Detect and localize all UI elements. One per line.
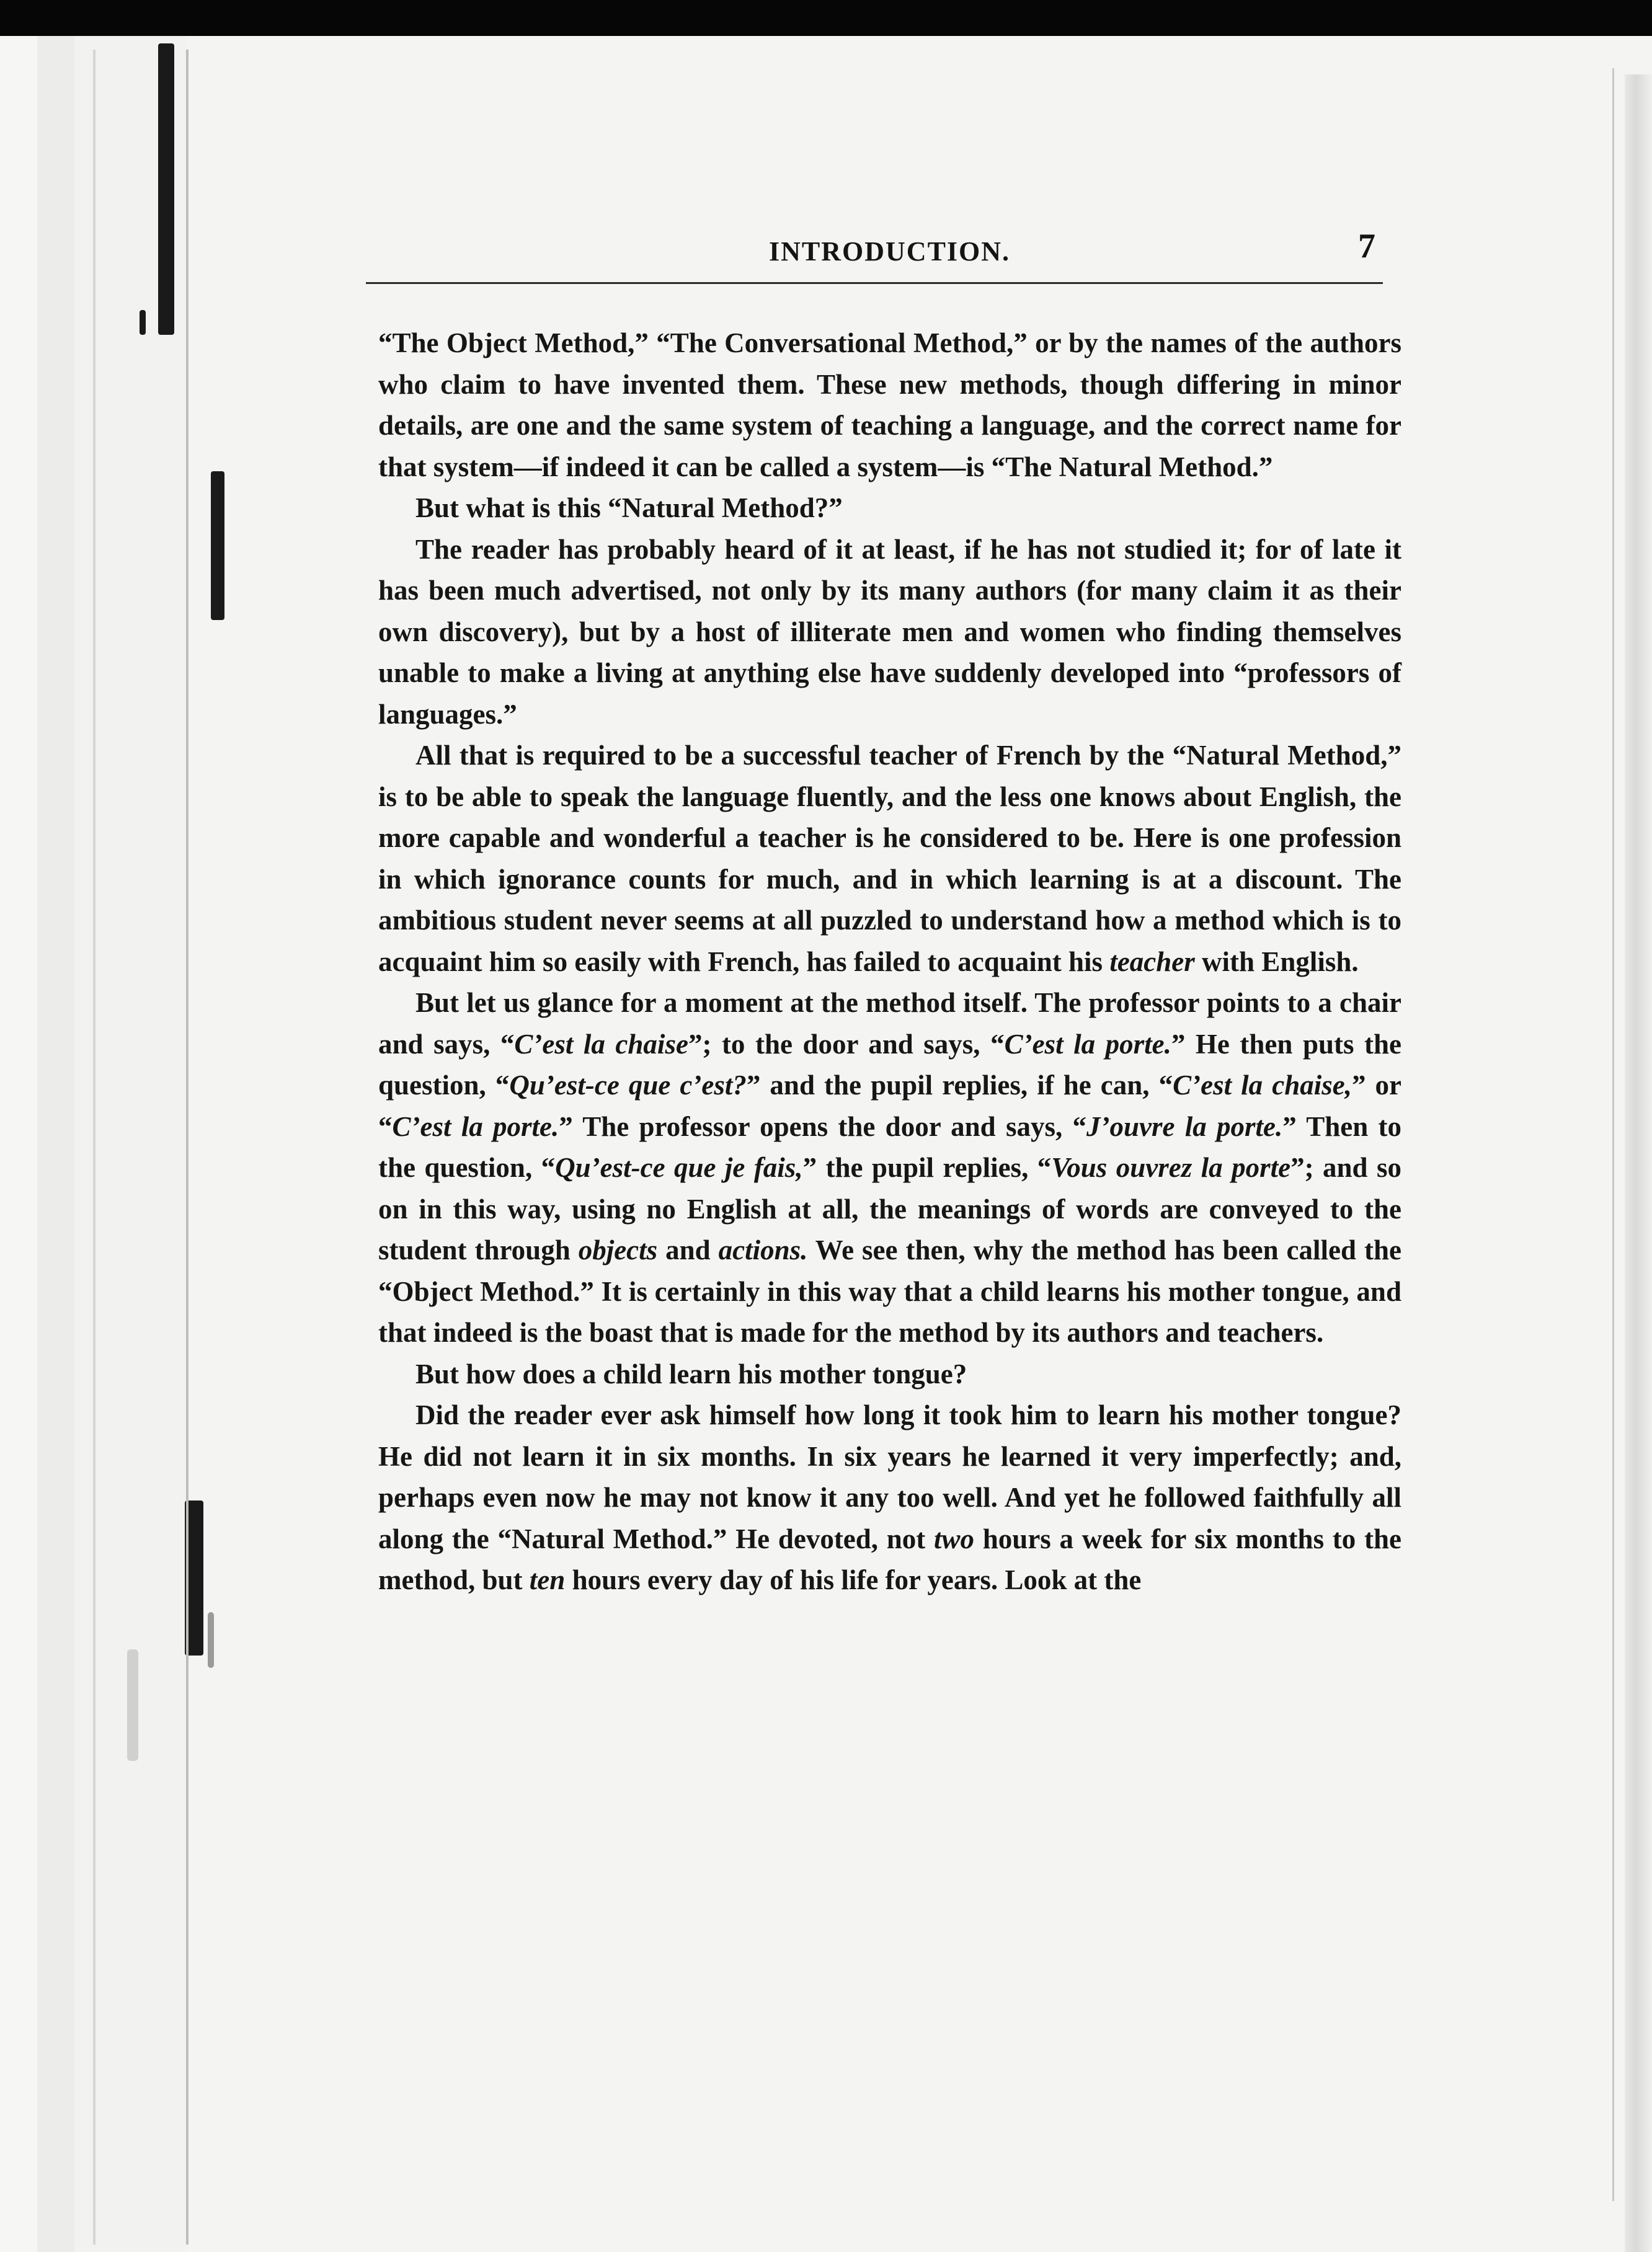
paragraph-1: “The Object Method,” “The Conversational Method,” or by the names of the authors who claim to have invented them. These new methods, though differing in minor details, are one and the same system of teaching a language, and the correct name for that system—if indeed it can be called a system—is “The Natural Method.” [378, 327, 1401, 482]
page-number: 7 [1358, 227, 1375, 265]
binding-fold-line [186, 50, 189, 2245]
paragraph-7: Did the reader ever ask himself how long it took him to learn his mother tongue? He did not learn it in six months. In six years he learned it very imperfectly; and, perhaps even now he may not know it any too well. And yet he followed faithfully all along the “Natural Method.” He devoted, not two hours a week for six months to the method, but ten hours every day of his life for years. Look at the [378, 1399, 1401, 1595]
paragraph-5: But let us glance for a moment at the method itself. The professor points to a chair and says, “C’est la chaise”; to the door and says, “C’est la porte.” He then puts the question, “Qu’est-ce que c’est?” and the pupil replies, if he can, “C’est la chaise,” or “C’est la porte.” The professor opens the door and says, “J’ouvre la porte.” Then to the question, “Qu’est-ce que je fais,” the pupil replies, “Vous ouvrez la porte”; and so on in this way, using no English at all, the meanings of words are conveyed to the student through objects and actions. We see then, why the method has been called the “Object Method.” It is certainly in this way that a child learns his mother tongue, and that indeed is the boast that is made for the method by its authors and teachers. [378, 987, 1402, 1348]
header-rule [366, 282, 1383, 284]
binding-tear-mark [140, 310, 146, 335]
binding-margin [0, 0, 74, 2252]
paragraph-6: But how does a child learn his mother tongue? [415, 1358, 967, 1390]
page-right-edge-shadow [1625, 74, 1652, 2252]
scan-top-border [0, 0, 1652, 36]
running-head: INTRODUCTION. [769, 236, 1011, 267]
paragraph-2: But what is this “Natural Method?” [415, 492, 843, 523]
binding-tear-mark [127, 1649, 138, 1761]
binding-tear-mark [208, 1612, 214, 1668]
paragraph-3: The reader has probably heard of it at least, if he has not studied it; for of late it has been much advertised, not only by its many authors (for many claim it as their own discovery), but by a host of illiterate men and women who finding themselves unable to make a living at anything else have suddenly developed into “professors of languages.” [378, 533, 1401, 730]
page-edge-line [1612, 68, 1614, 2201]
binding-tear-mark [158, 43, 174, 335]
binding-tear-mark [211, 471, 224, 620]
paragraph-4: All that is required to be a successful teacher of French by the “Natural Method,” is to be able to speak the language fluently, and the less one knows about English, the more capable and wonderful a teacher is he considered to be. Here is one profession in which ignorance counts for much, and in which learning is at a discount. The ambitious student never seems at all puzzled to understand how a method which is to acquaint him so easily with French, has failed to acquaint his teacher with English. [378, 740, 1401, 977]
binding-fold-line [93, 50, 95, 2245]
body-text [378, 322, 1401, 1601]
